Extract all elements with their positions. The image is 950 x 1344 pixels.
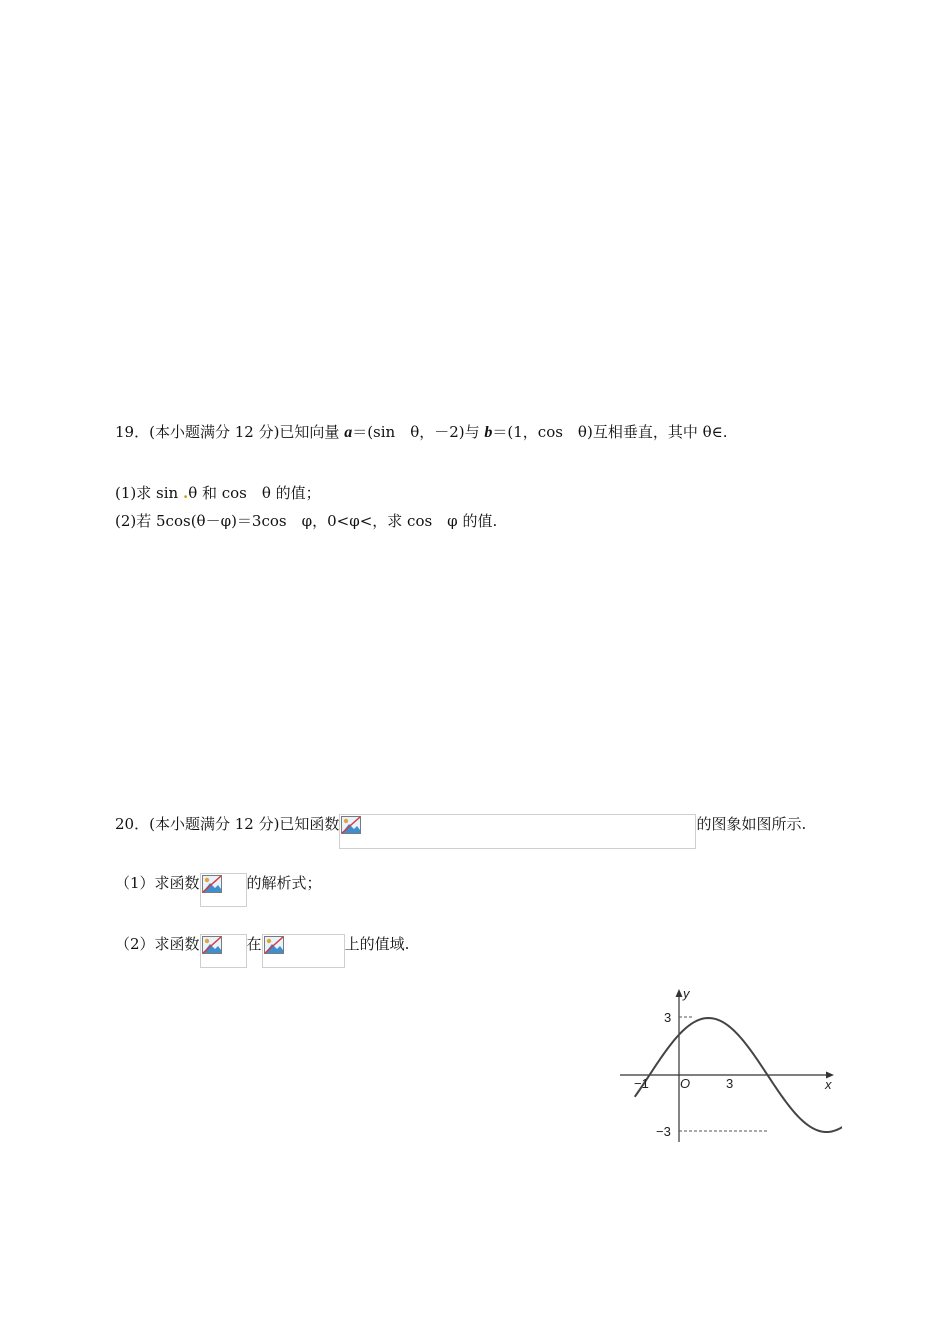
function-f-image-2 bbox=[200, 934, 247, 968]
q19-part1-pre: (1)求 sin bbox=[115, 484, 183, 502]
broken-image-icon bbox=[202, 875, 222, 893]
stray-dot-mark: . bbox=[182, 484, 189, 502]
broken-image-icon bbox=[341, 816, 361, 834]
x-tick-3: 3 bbox=[726, 1076, 734, 1091]
q19-part1 bbox=[115, 483, 321, 503]
q19-number: 19． bbox=[115, 423, 150, 441]
vector-a-symbol: a bbox=[344, 424, 353, 441]
sine-graph bbox=[612, 982, 842, 1152]
y-tick-minus3: −3 bbox=[656, 1124, 671, 1139]
vector-b-symbol: b bbox=[484, 424, 493, 441]
q20-part2-pre: （2）求函数 bbox=[115, 935, 200, 953]
q20-number: 20． bbox=[115, 815, 150, 833]
q20-part2-mid: 在 bbox=[246, 935, 262, 953]
q20-head-text: (本小题满分 12 分)已知函数 bbox=[149, 815, 340, 833]
y-axis-label: y bbox=[683, 986, 690, 1001]
q20-part1 bbox=[115, 873, 322, 907]
interval-image bbox=[262, 934, 345, 968]
q19-part2-text: (2)若 5cos(θ－φ)＝3cos φ，0<φ<，求 cos φ 的值. bbox=[115, 512, 498, 530]
q19-mid-text-1: ＝(sin θ，－2)与 bbox=[352, 423, 485, 441]
q19-part2 bbox=[115, 511, 497, 531]
q19-mid-text-2: ＝(1，cos θ)互相垂直，其中 θ∈. bbox=[492, 423, 728, 441]
q19-title-line bbox=[115, 422, 728, 443]
x-tick-minus1: −1 bbox=[634, 1076, 649, 1091]
broken-image-icon bbox=[202, 936, 222, 954]
q20-part1-post: 的解析式； bbox=[246, 874, 322, 892]
q20-tail-text: 的图象如图所示. bbox=[696, 815, 807, 833]
y-axis-arrow bbox=[676, 989, 683, 997]
q19-part1-post: θ 和 cos θ 的值； bbox=[188, 484, 321, 502]
broken-image-icon bbox=[264, 936, 284, 954]
origin-label: O bbox=[680, 1076, 691, 1091]
q20-part2 bbox=[115, 934, 409, 968]
function-f-image bbox=[200, 873, 247, 907]
q20-title-line bbox=[115, 814, 806, 849]
q19-head-text: (本小题满分 12 分)已知向量 bbox=[149, 423, 345, 441]
y-tick-3: 3 bbox=[664, 1010, 672, 1025]
x-axis-label: x bbox=[825, 1077, 832, 1092]
q20-part1-pre: （1）求函数 bbox=[115, 874, 200, 892]
function-formula-image bbox=[339, 814, 696, 849]
q20-part2-post: 上的值域. bbox=[344, 935, 410, 953]
